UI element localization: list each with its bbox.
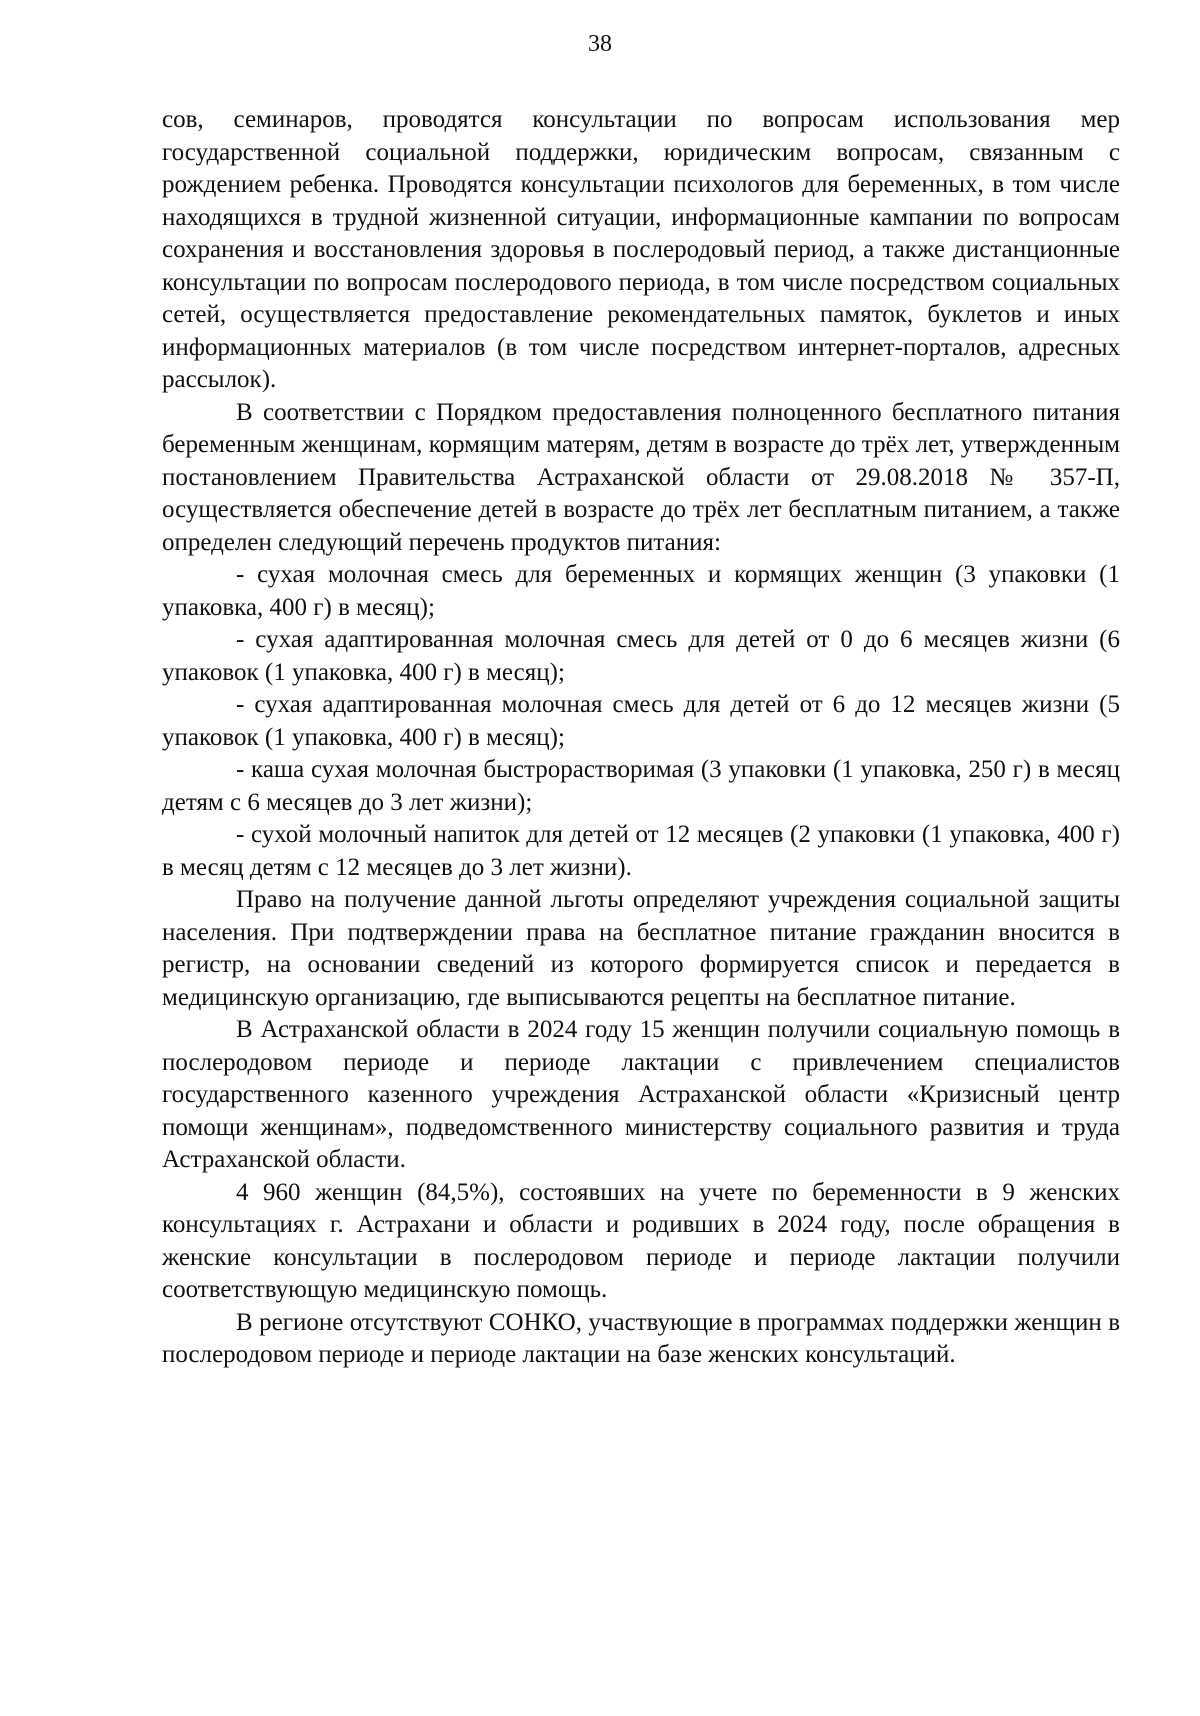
paragraph-sonko: В регионе отсутствуют СОНКО, участвующие в программах поддержки женщин в послеродовом периоде и периоде лактации на базе женских консультаций. — [162, 1308, 1120, 1368]
paragraph-benefit-rights: Право на получение данной льготы определяют учреждения социальной защиты населения. При подтверждении права на бесплатное питание гражданин вносится в регистр, на основании сведений из которого формируется список и передается в медицинскую организацию, где выписываются рецепты на бесплатное питание. — [162, 886, 1120, 1011]
paragraph-crisis-center: В Астраханской области в 2024 году 15 женщин получили социальную помощь в послеродовом периоде и периоде лактации с привлечением специалистов государственного казенного учреждения Астраханской области «Кризисный центр помощи женщинам», подведомственного министерству социального развития и труда Астраханской области. — [162, 1016, 1120, 1173]
paragraph-continuation: сов, семинаров, проводятся консультации по вопросам использования мер государственной социальной поддержки, юридическим вопросам, связанным с рождением ребенка. Проводятся консультации психологов для беременных, в том числе находящихся в трудной жизненной ситуации, информационные кампании по вопросам сохранения и восстановления здоровья в послеродовый период, а также дистанционные консультации по вопросам послеродового периода, в том числе посредством социальных сетей, осуществляется предоставление рекомендательных памяток, буклетов и иных информационных материалов (в том числе посредством интернет-порталов, адресных рассылок). — [162, 106, 1120, 393]
list-item-milk-drink: - сухой молочный напиток для детей от 12 месяцев (2 упаковки (1 упаковка, 400 г) в месяц детям с 12 месяцев до 3 лет жизни). — [162, 821, 1120, 881]
paragraph-free-nutrition-order: В соответствии с Порядком предоставления полноценного бесплатного питания беременным женщинам, кормящим матерям, детям в возрасте до трёх лет, утвержденным постановлением Правительства Астраханской области от 29.08.2018 № 357-П, осуществляется обеспечение детей в возрасте до трёх лет бесплатным питанием, а также определен следующий перечень продуктов питания: — [162, 398, 1120, 556]
paragraph-medical-help: 4 960 женщин (84,5%), состоявших на учете по беременности в 9 женских консультациях г. Астрахани и области и родивших в 2024 году, после обращения в женские консультации в послеродовом периоде и периоде лактации получили соответствующую медицинскую помощь. — [162, 1178, 1120, 1303]
page-number: 38 — [588, 31, 612, 57]
list-item-mixture-6-12-months: - сухая адаптированная молочная смесь для детей от 6 до 12 месяцев жизни (5 упаковок (1 упаковка, 400 г) в месяц); — [162, 691, 1120, 751]
list-item-mixture-pregnant: - сухая молочная смесь для беременных и кормящих женщин (3 упаковки (1 упаковка, 400 г) в месяц); — [162, 561, 1120, 621]
list-item-mixture-0-6-months: - сухая адаптированная молочная смесь для детей от 0 до 6 месяцев жизни (6 упаковок (1 упаковка, 400 г) в месяц); — [162, 626, 1120, 686]
list-item-porridge: - каша сухая молочная быстрорастворимая (3 упаковки (1 упаковка, 250 г) в месяц детям с 6 месяцев до 3 лет жизни); — [162, 756, 1120, 816]
document-body — [162, 104, 1120, 1372]
